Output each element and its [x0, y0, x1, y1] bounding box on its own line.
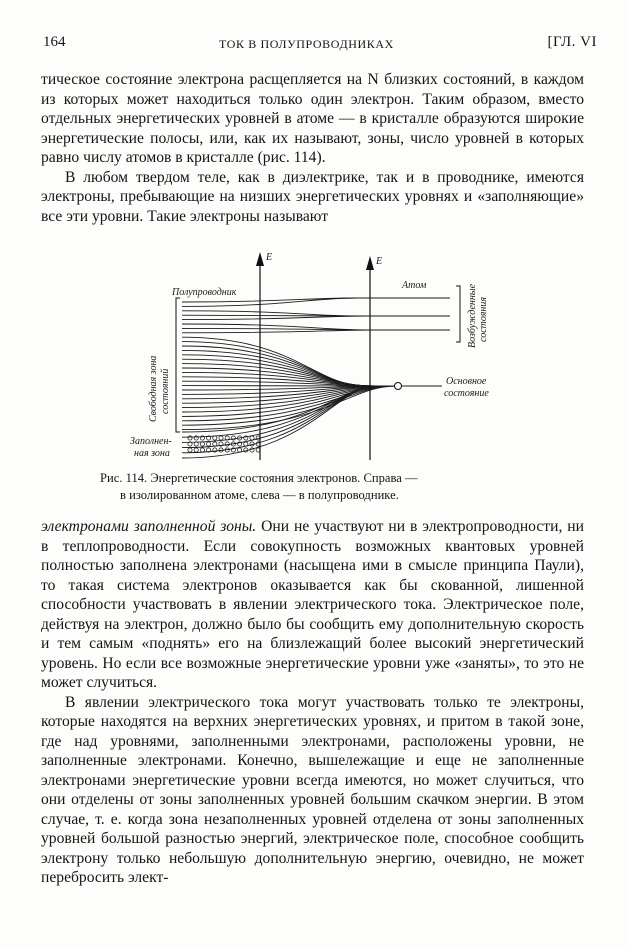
svg-text:Свободная зона: Свободная зона — [148, 355, 159, 422]
excited-states-bracket — [456, 286, 460, 342]
label-atom: Атом — [402, 280, 427, 291]
energy-diagram — [120, 246, 510, 470]
svg-text:состояния: состояния — [478, 297, 489, 342]
label-ground-state-2: состояние — [444, 388, 489, 399]
band-level-line — [182, 386, 389, 408]
running-head: ТОК В ПОЛУПРОВОДНИКАХ — [219, 37, 394, 51]
label-free-zone — [148, 356, 171, 422]
filled-level-line — [182, 386, 370, 432]
chapter-label: [ГЛ. VI — [547, 34, 597, 50]
text-block-top — [41, 70, 584, 226]
text-block-bottom — [41, 517, 584, 888]
caption-line-2: в изолированном атоме, слева — в полупроводнике. — [120, 487, 399, 502]
electron-icon — [231, 436, 235, 440]
figure-caption — [100, 470, 530, 503]
electron-icon — [213, 442, 217, 446]
electron-icon — [188, 448, 192, 452]
svg-text:состояний: состояний — [160, 368, 171, 414]
band-level-line — [182, 298, 355, 302]
electron-icon — [225, 442, 229, 446]
free-zone-bracket — [176, 298, 180, 432]
label-filled-zone-2: ная зона — [134, 448, 170, 459]
caption-line-1: Рис. 114. Энергетические состояния электронов. Справа — — [100, 471, 418, 485]
band-level-line — [182, 330, 376, 333]
paragraph-4: В явлении электрического тока могут участвовать только те электроны, которые находятся на верхних энергетических уровнях, и притом в такой зоне, где над уровнями, заполненными электронами, расположены уровни, не заполненные электронами. Конечно, вышележащие и еще не заполненные электронами энергетические уровни всегда имеются, но может случиться, что они отделены от зоны заполненных уровней большим скачком энергии. В этом случае, т. е. когда зона незаполненных уровней отделена от зоны заполненных уровней большой разностью энергий, электрическое поле, способное сообщить электрону только небольшую дополнительную энергию, очевидно, не может перебросить элект- — [41, 693, 584, 886]
label-ground-state-1: Основное — [446, 376, 487, 387]
right-axis-label: E — [376, 256, 383, 267]
electron-icon — [194, 448, 198, 452]
figure-energy-levels — [120, 246, 510, 470]
electron-icon — [250, 436, 254, 440]
energy-level-lines — [182, 298, 450, 458]
electron-icon — [238, 448, 242, 452]
band-level-line — [182, 316, 367, 320]
electron-icon — [207, 442, 211, 446]
page-number: 164 — [43, 34, 66, 50]
page-header — [41, 34, 597, 56]
electron-icon — [219, 436, 223, 440]
paragraph-3-emphasis: электронами заполненной зоны. — [41, 518, 257, 535]
left-axis-label: E — [266, 252, 273, 263]
electron-icon — [200, 448, 204, 452]
paragraph-3-text: Они не участвуют ни в электропроводности, ни в теплопроводности. Если совокупность возможных квантовых уровней полностью заполнена электронами (насыщена ими в смысле принципа Паули), то такая система электронов оказывается как бы скованной, лишенной способности участвовать в явлении электрического тока. Электрическое поле, действуя на электрон, должно было бы сообщить ему дополнительную скорость и тем самым «поднять» его на близлежащий более высокий энергетический уровень. Но если все возможные энергетические уровни уже «заняты», то это не может случиться. — [41, 518, 584, 691]
electron-icon — [213, 436, 217, 440]
electron-icon — [188, 436, 192, 440]
electron-icon — [200, 442, 204, 446]
label-semiconductor: Полупроводник — [172, 287, 237, 298]
label-excited-states — [467, 283, 489, 348]
electron-icon — [194, 436, 198, 440]
paragraph-2: В любом твердом теле, как в диэлектрике, так и в проводнике, имеются электроны, пребывающие на низших энергетических уровнях и «заполняющие» все эти уровни. Такие электроны называют — [41, 168, 584, 225]
right-axis-arrow-icon — [366, 256, 374, 270]
paragraph-3 — [41, 517, 584, 693]
electron-icon — [244, 442, 248, 446]
svg-text:Возбужденные: Возбужденные — [467, 283, 478, 348]
left-axis-arrow-icon — [256, 252, 264, 266]
ground-state-dot-icon — [395, 383, 402, 390]
paragraph-1: тическое состояние электрона расщепляется на N близких состояний, в каждом из которых может находиться только один электрон. Таким образом, вместо отдельных энергетических уровней в атоме — в кристалле образуются широкие энергетические полосы, или, как их называют, зоны, число уровней в которых равно числу атомов в кристалле (рис. 114). — [41, 71, 584, 166]
label-filled-zone-1: Заполнен- — [130, 436, 172, 447]
